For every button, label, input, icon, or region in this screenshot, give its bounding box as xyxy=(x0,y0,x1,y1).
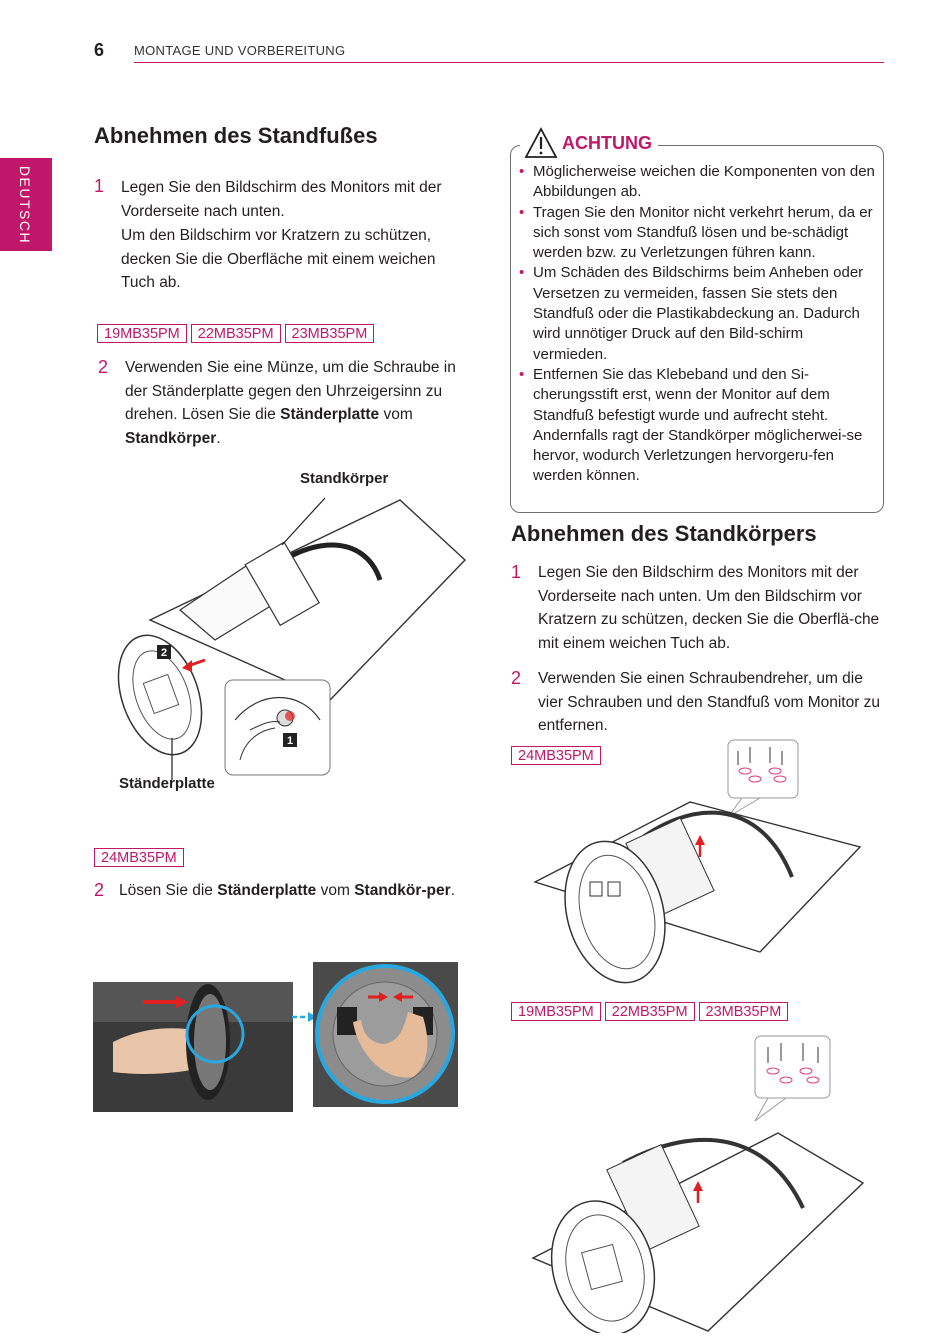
left-step1-note: Um den Bildschirm vor Kratzern zu schützen, decken Sie die Oberfläche mit einem weichen Tuch ab. xyxy=(121,227,436,291)
warning-triangle-icon xyxy=(524,127,558,159)
right-step1-text: Legen Sie den Bildschirm des Monitors mit der Vorderseite nach unten. Um den Bildschirm vor Kratzern zu schützen, decken Sie die Oberflä-che mit einem weichen Tuch ab. xyxy=(538,564,880,652)
right-step2-text: Verwenden Sie einen Schraubendreher, um die vier Schrauben und den Standfuß vom Monitor zu entfernen. xyxy=(538,670,881,734)
right-step1-number: 1 xyxy=(511,562,522,582)
language-label: DEUTSCH xyxy=(17,165,33,245)
caution-list xyxy=(519,162,879,487)
photo-plate-closeup xyxy=(313,962,458,1107)
caution-item: • Möglicherweise weichen die Komponenten von den Abbildungen ab. xyxy=(519,162,879,203)
model-badge: 22MB35PM xyxy=(191,324,281,343)
caution-item: • Tragen Sie den Monitor nicht verkehrt herum, da er sich sonst vom Standfuß lösen und be-schädigt werden bzw. zu Verletzungen führen kann. xyxy=(519,203,879,264)
model-badge: 24MB35PM xyxy=(94,848,184,867)
caution-item: • Um Schäden des Bildschirms beim Anheben oder Versetzen zu vermeiden, fassen Sie stets den Standfuß oder die Plastikabdeckung an. Dadurch wird unnötiger Druck auf den Bild-schirm vermieden. xyxy=(519,263,879,364)
caution-item: • Entfernen Sie das Klebeband und den Si-cherungsstift erst, wenn der Monitor auf dem Standfuß befestigt wurde und aufrecht steht. Andernfalls ragt der Standkörper möglicherwei-se hervor, wodurch Verletzungen hervorgeru-fen werden können. xyxy=(519,365,879,487)
model-badges-left-a xyxy=(97,324,374,343)
left-step2b-text: Lösen Sie die Ständerplatte vom Standkör-per. xyxy=(119,882,455,899)
model-badges-right-b xyxy=(511,1002,788,1021)
left-step2-number: 2 xyxy=(98,357,109,377)
caution-box xyxy=(510,145,884,513)
right-step2-number: 2 xyxy=(511,668,522,688)
model-badge: 19MB35PM xyxy=(97,324,187,343)
model-badge: 23MB35PM xyxy=(285,324,375,343)
monitor-screws-illustration-24 xyxy=(530,737,870,992)
header-rule xyxy=(134,62,884,63)
right-section-title: Abnehmen des Standkörpers xyxy=(511,521,817,546)
left-section-title: Abnehmen des Standfußes xyxy=(94,123,378,148)
stand-removal-illustration xyxy=(110,490,480,790)
left-step1-text: Legen Sie den Bildschirm des Monitors mit der Vorderseite nach unten. xyxy=(121,179,442,220)
left-step1-number: 1 xyxy=(94,176,105,196)
model-badge: 22MB35PM xyxy=(605,1002,695,1021)
photo-hands-removing-plate xyxy=(93,982,293,1112)
model-badge: 24MB35PM xyxy=(511,746,601,765)
model-badge: 23MB35PM xyxy=(699,1002,789,1021)
label-standkoerper: Standkörper xyxy=(300,470,389,487)
caution-heading xyxy=(520,124,658,162)
caution-title: ACHTUNG xyxy=(562,132,652,153)
left-step2-text: Verwenden Sie eine Münze, um die Schraube in der Ständerplatte gegen den Uhrzeigersinn zu drehen. Lösen Sie die Ständerplatte vom Standkörper. xyxy=(125,359,456,447)
section-title: MONTAGE UND VORBEREITUNG xyxy=(134,43,346,58)
model-badges-left-b xyxy=(94,848,184,867)
callout-2: 2 xyxy=(161,647,168,659)
language-side-tab xyxy=(0,158,52,251)
model-badge: 19MB35PM xyxy=(511,1002,601,1021)
monitor-screws-illustration-19-22-23 xyxy=(528,1033,868,1333)
label-staenderplatte: Ständerplatte xyxy=(119,775,215,792)
callout-1: 1 xyxy=(287,735,294,747)
page-number: 6 xyxy=(94,40,105,60)
left-step2b-number: 2 xyxy=(94,880,105,900)
